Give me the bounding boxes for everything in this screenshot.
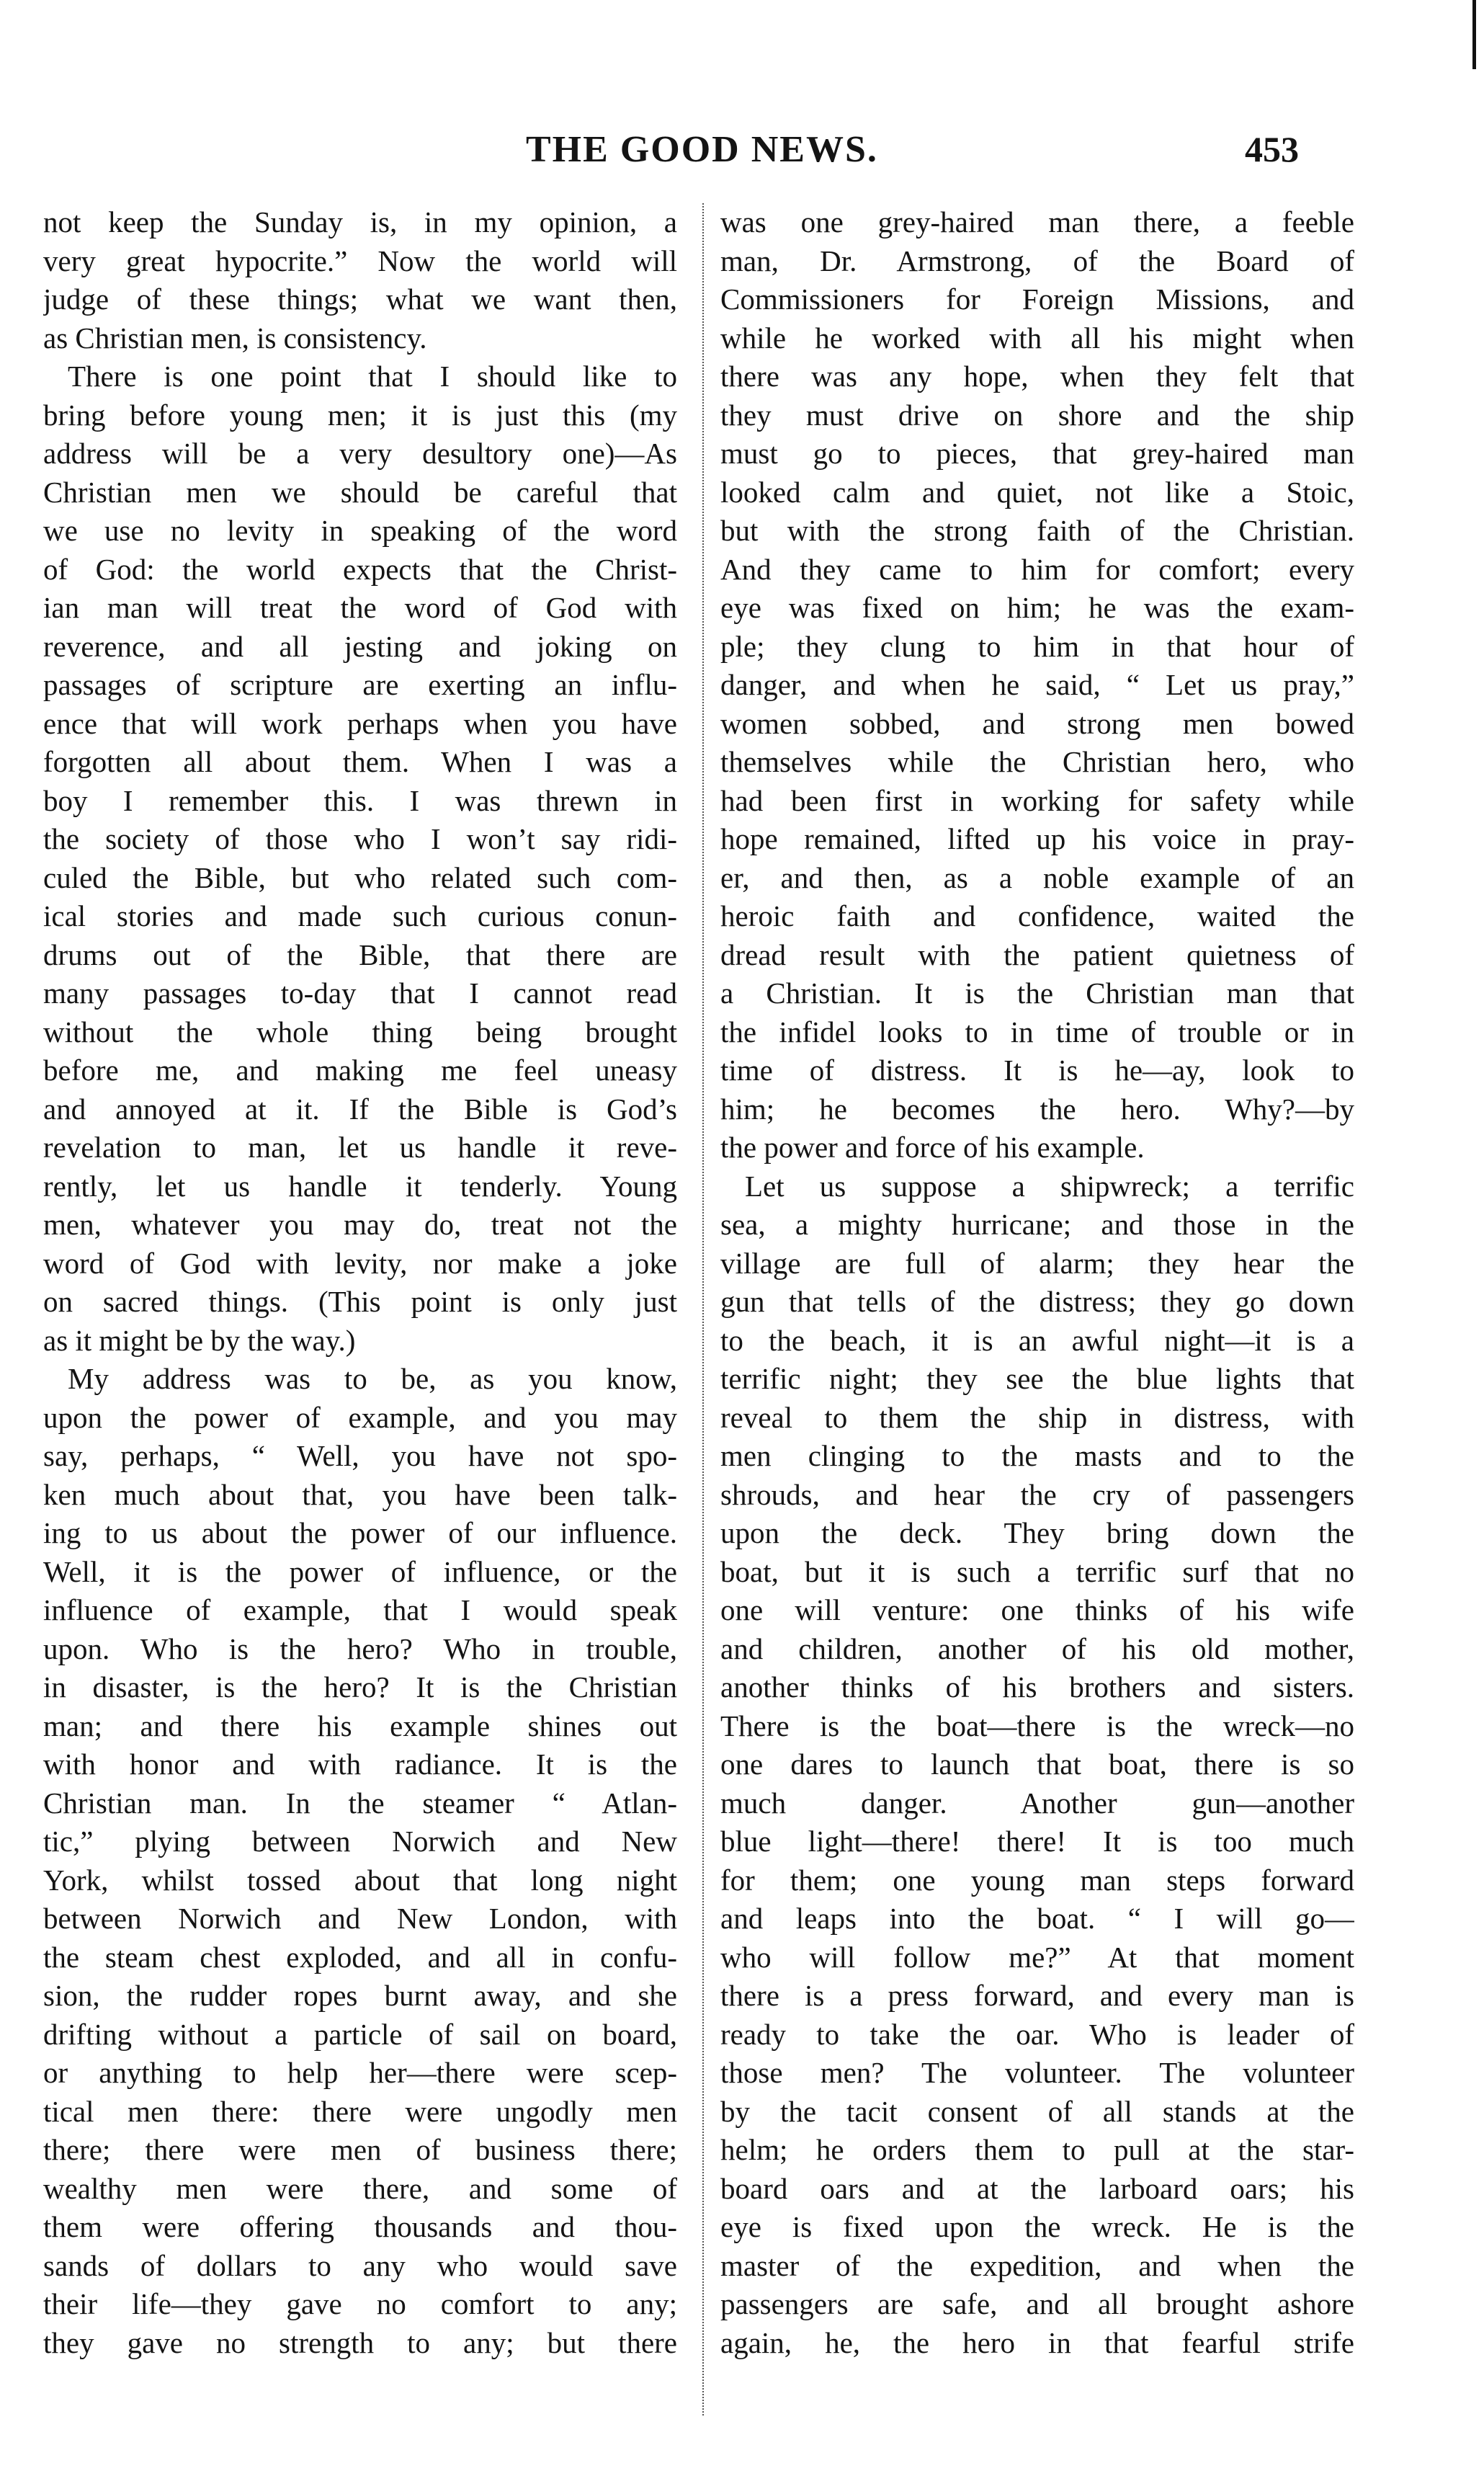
text-line: was one grey-haired man there, a feeble (720, 205, 1354, 239)
text-line: without the whole thing being brought (43, 1015, 677, 1048)
text-line: eye is fixed upon the wreck. He is the (720, 2210, 1354, 2243)
text-line: man, Dr. Armstrong, of the Board of (720, 244, 1354, 277)
text-line: shrouds, and hear the cry of passengers (720, 1477, 1354, 1511)
text-line: heroic faith and confidence, waited the (720, 899, 1354, 932)
text-line: the infidel looks to in time of trouble or in (720, 1015, 1354, 1048)
text-line: And they came to him for comfort; every (720, 552, 1354, 586)
text-line: board oars and at the larboard oars; his (720, 2171, 1354, 2205)
text-line: Well, it is the power of influence, or the (43, 1554, 677, 1588)
text-line: or anything to help her—there were scep- (43, 2056, 677, 2089)
text-line: passengers are safe, and all brought ashore (720, 2287, 1354, 2320)
text-line: a Christian. It is the Christian man that (720, 976, 1354, 1010)
left-text-column (43, 203, 677, 2362)
text-line: blue light—there! there! It is too much (720, 1825, 1354, 1858)
text-line: sion, the rudder ropes burnt away, and she (43, 1979, 677, 2012)
text-line: boy I remember this. I was threwn in (43, 783, 677, 817)
text-line: looked calm and quiet, not like a Stoic, (720, 475, 1354, 509)
text-line: boat, but it is such a terrific surf that no (720, 1554, 1354, 1588)
text-line: say, perhaps, “ Well, you have not spo- (43, 1439, 677, 1472)
page-number: 453 (1245, 129, 1299, 169)
text-line: must go to pieces, that grey-haired man (720, 437, 1354, 470)
text-line: word of God with levity, nor make a joke (43, 1246, 677, 1280)
text-line: much danger. Another gun—another (720, 1786, 1354, 1820)
text-line: there; there were men of business there; (43, 2133, 677, 2166)
text-line: Commissioners for Foreign Missions, and (720, 282, 1354, 316)
text-line: we use no levity in speaking of the word (43, 514, 677, 547)
text-line: not keep the Sunday is, in my opinion, a (43, 205, 677, 239)
text-line: the power and force of his example. (720, 1131, 1145, 1164)
text-line: as Christian men, is consistency. (43, 321, 427, 355)
text-line: ical stories and made such curious conun- (43, 899, 677, 932)
text-line: another thinks of his brothers and sisters. (720, 1670, 1354, 1704)
text-line: er, and then, as a noble example of an (720, 860, 1354, 894)
text-line: very great hypocrite.” Now the world will (43, 244, 677, 277)
text-line: men clinging to the masts and to the (720, 1439, 1354, 1472)
page-edge-rule (1472, 0, 1476, 69)
text-line: before me, and making me feel uneasy (43, 1054, 677, 1087)
text-line: There is one point that I should like to (68, 360, 677, 393)
text-line: eye was fixed on him; he was the exam- (720, 591, 1354, 624)
text-line: revelation to man, let us handle it reve- (43, 1131, 677, 1164)
text-line: time of distress. It is he—ay, look to (720, 1054, 1354, 1087)
text-line: village are full of alarm; they hear the (720, 1246, 1354, 1280)
text-line: many passages to-day that I cannot read (43, 976, 677, 1010)
text-line: those men? The volunteer. The volunteer (720, 2056, 1354, 2089)
text-line: bring before young men; it is just this (my (43, 398, 677, 432)
text-line: as it might be by the way.) (43, 1323, 356, 1357)
text-line: on sacred things. (This point is only just (43, 1285, 677, 1318)
text-line: My address was to be, as you know, (68, 1362, 677, 1395)
text-line: ian man will treat the word of God with (43, 591, 677, 624)
text-line: of God: the world expects that the Christ- (43, 552, 677, 586)
text-line: had been first in working for safety while (720, 783, 1354, 817)
text-line: helm; he orders them to pull at the star- (720, 2133, 1354, 2166)
text-line: address will be a very desultory one)—As (43, 437, 677, 470)
text-line: again, he, the hero in that fearful strife (720, 2325, 1354, 2359)
text-line: they must drive on shore and the ship (720, 398, 1354, 432)
text-line: them were offering thousands and thou- (43, 2210, 677, 2243)
text-line: while he worked with all his might when (720, 321, 1354, 355)
text-line: there is a press forward, and every man is (720, 1979, 1354, 2012)
text-line: by the tacit consent of all stands at the (720, 2094, 1354, 2128)
text-line: themselves while the Christian hero, who (720, 745, 1354, 778)
text-line: drums out of the Bible, that there are (43, 938, 677, 971)
text-line: but with the strong faith of the Christian. (720, 514, 1354, 547)
text-line: rently, let us handle it tenderly. Young (43, 1169, 677, 1203)
text-line: for them; one young man steps forward (720, 1863, 1354, 1897)
text-line: sea, a mighty hurricane; and those in the (720, 1208, 1354, 1241)
text-line: Christian man. In the steamer “ Atlan- (43, 1786, 677, 1820)
text-line: influence of example, that I would speak (43, 1593, 677, 1626)
page-title: THE GOOD NEWS. (526, 129, 878, 170)
text-line: with honor and with radiance. It is the (43, 1747, 677, 1781)
text-line: passages of scripture are exerting an influ- (43, 668, 677, 701)
text-line: upon. Who is the hero? Who in trouble, (43, 1631, 677, 1665)
text-line: judge of these things; what we want then, (43, 282, 677, 316)
column-divider (702, 203, 704, 2415)
text-line: one will venture: one thinks of his wife (720, 1593, 1354, 1626)
text-line: in disaster, is the hero? It is the Christian (43, 1670, 677, 1704)
text-line: There is the boat—there is the wreck—no (720, 1709, 1354, 1742)
text-line: ready to take the oar. Who is leader of (720, 2017, 1354, 2051)
right-text-column (720, 203, 1354, 2362)
text-line: ence that will work perhaps when you have (43, 706, 677, 740)
text-line: and children, another of his old mother, (720, 1631, 1354, 1665)
text-line: and annoyed at it. If the Bible is God’s (43, 1092, 677, 1126)
text-line: master of the expedition, and when the (720, 2248, 1354, 2282)
text-line: the steam chest exploded, and all in confu- (43, 1940, 677, 1974)
text-line: men, whatever you may do, treat not the (43, 1208, 677, 1241)
text-line: the society of those who I won’t say ridi- (43, 822, 677, 855)
text-line: upon the power of example, and you may (43, 1400, 677, 1434)
text-line: sands of dollars to any who would save (43, 2248, 677, 2282)
text-line: wealthy men were there, and some of (43, 2171, 677, 2205)
text-line: York, whilst tossed about that long night (43, 1863, 677, 1897)
text-line: reveal to them the ship in distress, with (720, 1400, 1354, 1434)
text-line: between Norwich and New London, with (43, 1902, 677, 1935)
text-line: and leaps into the boat. “ I will go— (720, 1902, 1354, 1935)
text-line: hope remained, lifted up his voice in pray- (720, 822, 1354, 855)
text-line: ken much about that, you have been talk- (43, 1477, 677, 1511)
text-line: forgotten all about them. When I was a (43, 745, 677, 778)
text-line: they gave no strength to any; but there (43, 2325, 677, 2359)
text-line: man; and there his example shines out (43, 1709, 677, 1742)
text-line: him; he becomes the hero. Why?—by (720, 1092, 1354, 1126)
text-line: gun that tells of the distress; they go down (720, 1285, 1354, 1318)
text-line: upon the deck. They bring down the (720, 1516, 1354, 1549)
text-line: one dares to launch that boat, there is so (720, 1747, 1354, 1781)
text-line: drifting without a particle of sail on board, (43, 2017, 677, 2051)
text-line: ing to us about the power of our influence. (43, 1516, 677, 1549)
text-line: reverence, and all jesting and joking on (43, 629, 677, 663)
text-line: danger, and when he said, “ Let us pray,” (720, 668, 1354, 701)
text-line: tic,” plying between Norwich and New (43, 1825, 677, 1858)
text-line: dread result with the patient quietness of (720, 938, 1354, 971)
text-line: their life—they gave no comfort to any; (43, 2287, 677, 2320)
text-line: there was any hope, when they felt that (720, 360, 1354, 393)
text-line: Let us suppose a shipwreck; a terrific (745, 1169, 1354, 1203)
text-line: terrific night; they see the blue lights that (720, 1362, 1354, 1395)
text-line: Christian men we should be careful that (43, 475, 677, 509)
text-line: who will follow me?” At that moment (720, 1940, 1354, 1974)
text-line: tical men there: there were ungodly men (43, 2094, 677, 2128)
text-line: culed the Bible, but who related such com- (43, 860, 677, 894)
text-line: to the beach, it is an awful night—it is a (720, 1323, 1354, 1357)
text-line: women sobbed, and strong men bowed (720, 706, 1354, 740)
text-line: ple; they clung to him in that hour of (720, 629, 1354, 663)
